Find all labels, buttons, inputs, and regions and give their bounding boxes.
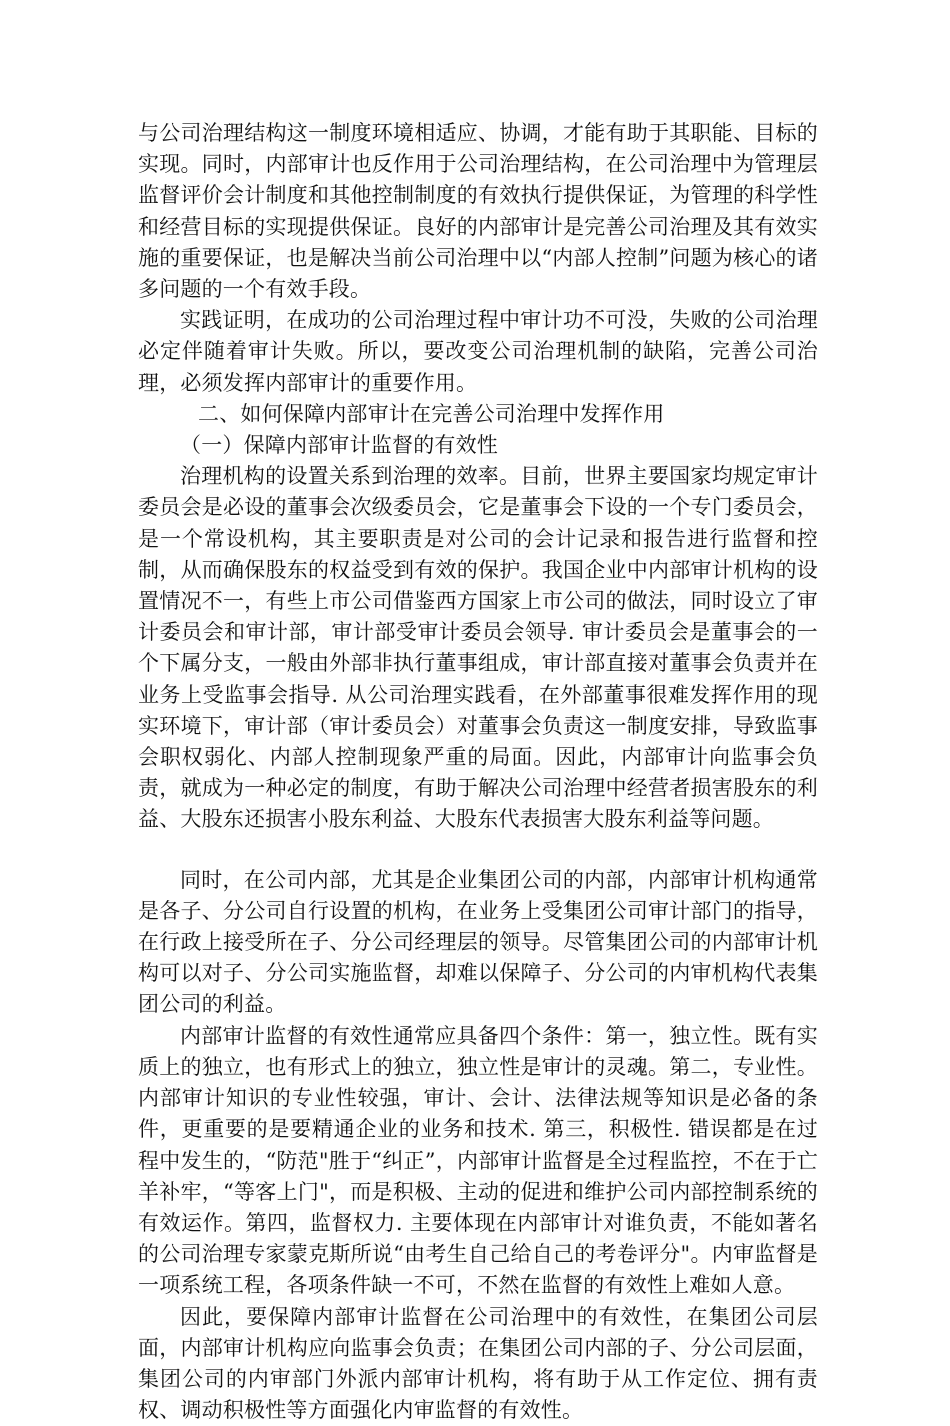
- paragraph-practice-proves: 实践证明，在成功的公司治理过程中审计功不可没，失败的公司治理必定伴随着审计失败。所以，要改变公司治理机制的缺陷，完善公司治理，必须发挥内部审计的重要作用。: [138, 308, 818, 395]
- paragraph-group-company: 同时，在公司内部，尤其是企业集团公司的内部，内部审计机构通常是各子、分公司自行设置的机构，在业务上受集团公司审计部门的指导，在行政上接受所在子、分公司经理层的领导。尽管集团公司的内部审计机构可以对子、分公司实施监督，却难以保障子、分公司的内审机构代表集团公司的利益。: [138, 867, 818, 1017]
- paragraph-conclusion: 因此，要保障内部审计监督在公司治理中的有效性，在集团公司层面，内部审计机构应向监事会负责；在集团公司内部的子、分公司层面，集团公司的内审部门外派内部审计机构，将有助于从工作定位、拥有责权、调动积极性等方面强化内审监督的有效性。: [138, 1304, 818, 1423]
- document-body: [138, 118, 818, 1426]
- paragraph-audit-committee: 治理机构的设置关系到治理的效率。目前，世界主要国家均规定审计委员会是必设的董事会次级委员会，它是董事会下设的一个专门委员会，是一个常设机构，其主要职责是对公司的会计记录和报告进行监督和控制，从而确保股东的权益受到有效的保护。我国企业中内部审计机构的设置情况不一，有些上市公司借鉴西方国家上市公司的做法，同时设立了审计委员会和审计部，审计部受审计委员会领导. 审计委员会是董事会的一个下属分支，一般由外部非执行董事组成，审计部直接对董事会负责并在业务上受监事会指导. 从公司治理实践看，在外部董事很难发挥作用的现实环境下，审计部（审计委员会）对董事会负责这一制度安排，导致监事会职权弱化、内部人控制现象严重的局面。因此，内部审计向监事会负责，就成为一种必定的制度，有助于解决公司治理中经营者损害股东的利益、大股东还损害小股东利益、大股东代表损害大股东利益等问题。: [138, 464, 818, 832]
- paragraph-four-conditions: 内部审计监督的有效性通常应具备四个条件：第一，独立性。既有实质上的独立，也有形式上的独立，独立性是审计的灵魂。第二，专业性。内部审计知识的专业性较强，审计、会计、法律法规等知识是必备的条件，更重要的是要精通企业的业务和技术. 第三，积极性. 错误都是在过程中发生的，“防范"胜于“纠正”，内部审计监督是全过程监控，不在于亡羊补牢，“等客上门"，而是积极、主动的促进和维护公司内部控制系统的有效运作。第四，监督权力. 主要体现在内部审计对谁负责，不能如著名的公司治理专家蒙克斯所说“由考生自己给自己的考卷评分"。内审监督是一项系统工程，各项条件缺一不可，不然在监督的有效性上难如人意。: [138, 1023, 818, 1298]
- subsection-heading-1: （一）保障内部审计监督的有效性: [180, 433, 498, 458]
- paragraph-governance-structure: 与公司治理结构这一制度环境相适应、协调，才能有助于其职能、目标的实现。同时，内部审计也反作用于公司治理结构，在公司治理中为管理层监督评价会计制度和其他控制制度的有效执行提供保证，为管理的科学性和经营目标的实现提供保证。良好的内部审计是完善公司治理及其有效实施的重要保证，也是解决当前公司治理中以“内部人控制”问题为核心的诸多问题的一个有效手段。: [138, 121, 818, 302]
- section-heading-2: 二、如何保障内部审计在完善公司治理中发挥作用: [198, 401, 665, 426]
